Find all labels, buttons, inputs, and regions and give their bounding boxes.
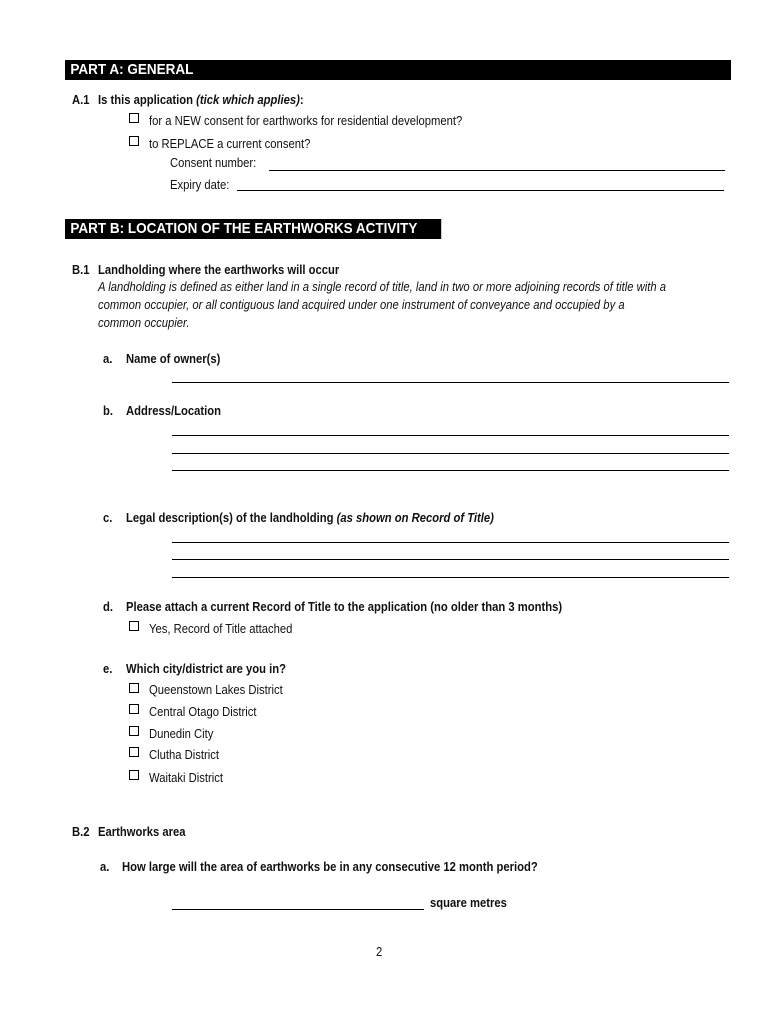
district-option-queenstown: Queenstown Lakes District	[149, 683, 283, 697]
address-field-1[interactable]	[172, 435, 729, 436]
area-field[interactable]	[172, 909, 424, 910]
replace-consent-label: to REPLACE a current consent?	[149, 137, 311, 151]
b2-number: B.2	[72, 825, 90, 839]
owner-name-field[interactable]	[172, 382, 729, 383]
legal-desc-field-3[interactable]	[172, 577, 729, 578]
part-a-heading: PART A: GENERAL	[65, 60, 731, 80]
address-letter: b.	[103, 404, 113, 418]
new-consent-label: for a NEW consent for earthworks for residential development?	[149, 114, 463, 128]
page-number: 2	[376, 945, 383, 959]
district-checkbox-central-otago[interactable]	[129, 704, 139, 714]
record-of-title-letter: d.	[103, 600, 113, 614]
replace-consent-checkbox[interactable]	[129, 136, 139, 146]
b1-definition-line-3: common occupier.	[98, 316, 190, 330]
owner-letter: a.	[103, 352, 113, 366]
b2-title: Earthworks area	[98, 825, 186, 839]
address-field-2[interactable]	[172, 453, 729, 454]
area-question: How large will the area of earthworks be in any consecutive 12 month period?	[122, 860, 538, 874]
b1-number: B.1	[72, 263, 90, 277]
district-option-clutha: Clutha District	[149, 748, 220, 762]
district-option-central-otago: Central Otago District	[149, 705, 257, 719]
record-of-title-option: Yes, Record of Title attached	[149, 622, 293, 636]
consent-number-field[interactable]	[269, 170, 725, 171]
a1-number: A.1	[72, 93, 90, 107]
district-label: Which city/district are you in?	[126, 662, 287, 676]
legal-desc-field-1[interactable]	[172, 542, 729, 543]
address-label: Address/Location	[126, 404, 222, 418]
district-checkbox-clutha[interactable]	[129, 747, 139, 757]
legal-desc-field-2[interactable]	[172, 559, 729, 560]
district-letter: e.	[103, 662, 113, 676]
record-of-title-label: Please attach a current Record of Title to the application (no older than 3 months)	[126, 600, 563, 614]
district-option-waitaki: Waitaki District	[149, 771, 223, 785]
legal-desc-label: Legal description(s) of the landholding (as shown on Record of Title)	[126, 511, 494, 525]
record-of-title-checkbox[interactable]	[129, 621, 139, 631]
new-consent-checkbox[interactable]	[129, 113, 139, 123]
district-option-dunedin: Dunedin City	[149, 727, 214, 741]
a1-question: Is this application (tick which applies):	[98, 93, 304, 107]
b1-definition-line-2: common occupier, or all contiguous land acquired under one instrument of conveyance and occupied by a	[98, 298, 625, 312]
expiry-date-label: Expiry date:	[170, 178, 230, 192]
area-letter: a.	[100, 860, 110, 874]
address-field-3[interactable]	[172, 470, 729, 471]
b1-title: Landholding where the earthworks will occur	[98, 263, 340, 277]
district-checkbox-waitaki[interactable]	[129, 770, 139, 780]
b1-definition-line-1: A landholding is defined as either land in a single record of title, land in two or more adjoining records of title with a	[98, 280, 667, 294]
district-checkbox-dunedin[interactable]	[129, 726, 139, 736]
area-unit: square metres	[430, 896, 507, 910]
owner-label: Name of owner(s)	[126, 352, 221, 366]
district-checkbox-queenstown[interactable]	[129, 683, 139, 693]
consent-number-label: Consent number:	[170, 156, 257, 170]
legal-desc-letter: c.	[103, 511, 113, 525]
expiry-date-field[interactable]	[237, 190, 724, 191]
part-b-heading: PART B: LOCATION OF THE EARTHWORKS ACTIVITY	[65, 219, 441, 239]
